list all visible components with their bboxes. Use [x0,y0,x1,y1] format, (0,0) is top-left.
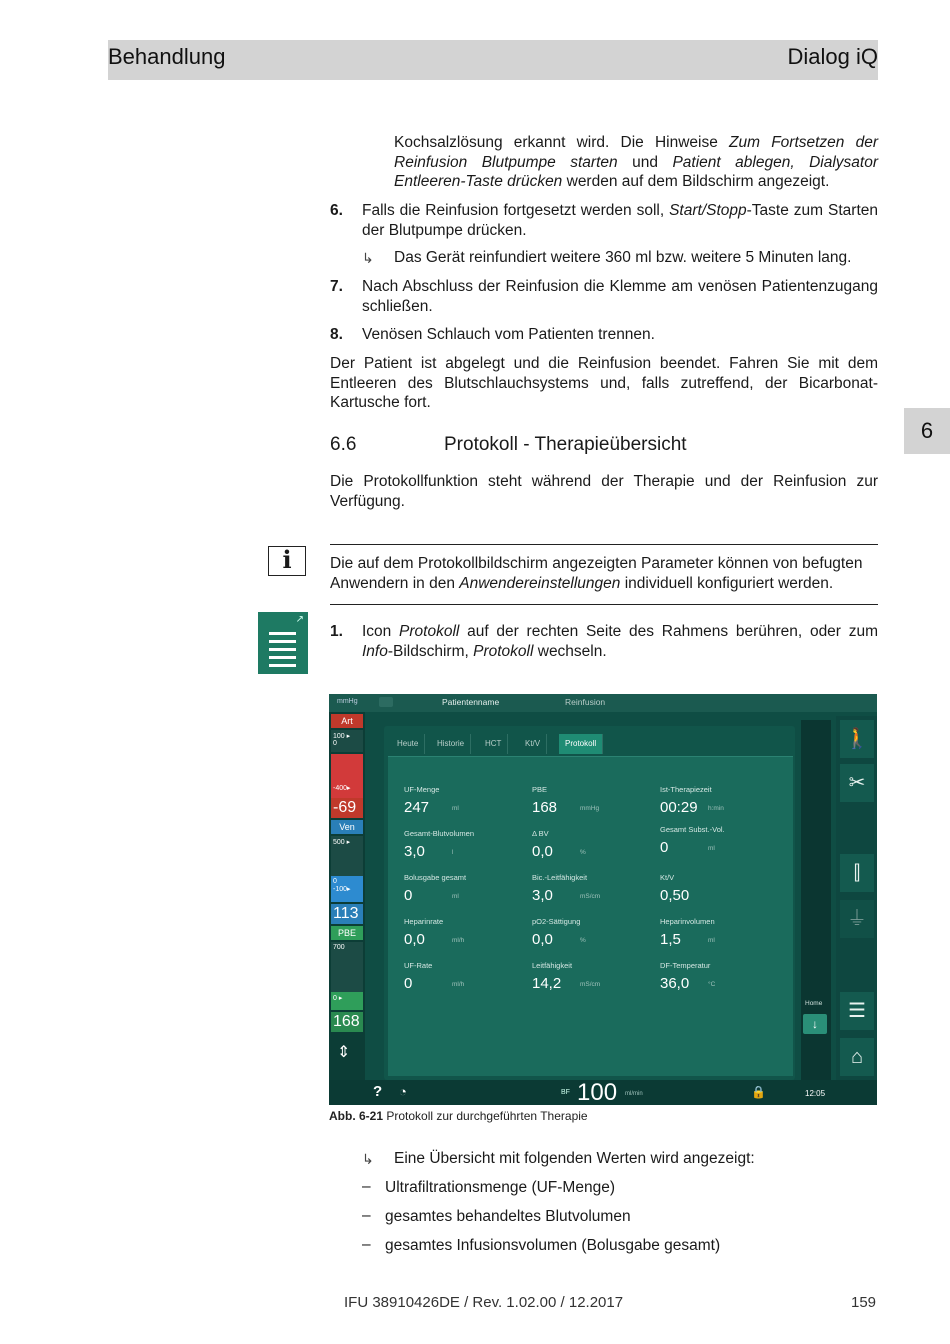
chapter-tab: 6 [904,408,950,454]
pressure-unit: mmHg [337,698,358,705]
bullet-dash: – [362,1236,371,1253]
pbe-scale: 700 [331,942,363,992]
bf-label: BF [561,1089,570,1096]
therapy-phase: Reinfusion [565,697,606,707]
protocol-panel [384,726,795,1080]
value-cell: Gesamt Subst.-Vol. 0 ml [660,825,725,856]
bullet-item: Ultrafiltrationsmenge (UF-Menge) [385,1179,615,1196]
ven-scale: 500 ▸ [331,836,363,876]
value-cell: Bic.-Leitfähigkeit 3,0 mS/cm [532,873,601,904]
ven-label: Ven [331,820,363,834]
bullet-dash: – [362,1207,371,1224]
result-arrow-icon: ↳ [362,1151,374,1167]
blood-flow-unit: ml/min [625,1091,643,1097]
section-number: 6.6 [330,434,357,455]
value-cell: Δ BV 0,0 % [532,829,586,860]
result-arrow-icon: ↳ [362,250,374,266]
protocol-values [388,756,793,1076]
step-6-text: Falls die Reinfusion fortgesetzt werden soll, Start/Stopp-Taste zum Starten der Blutpumpe drücken. [362,202,878,239]
closing-paragraph: Der Patient ist abgelegt und die Reinfusion beendet. Fahren Sie mit dem Entleeren des Blutschlauchsystems und, falls zutreffend, der Bicarbonat-Kartusche fort. [330,355,878,411]
step-8-number: 8. [330,326,343,343]
screen-top-bar [329,694,877,712]
device-screenshot [329,694,877,1105]
bullet-item: gesamtes Infusionsvolumen (Bolusgabe gesamt) [385,1237,721,1254]
document-reference: IFU 38910426DE / Rev. 1.02.00 / 12.2017 [344,1294,624,1311]
value-cell: pO2-Sättigung 0,0 % [532,917,586,948]
note-divider-bottom [330,604,878,605]
page-header [108,40,878,80]
step-7-number: 7. [330,278,343,295]
tab-protokoll[interactable]: Protokoll [559,734,603,754]
help-icon[interactable]: ? [373,1083,383,1100]
value-cell: Leitfähigkeit 14,2 mS/cm [532,961,601,992]
art-value: -69 [331,798,363,818]
value-cell: PBE 168 mmHg [532,785,600,816]
art-bar: -400▸ [331,754,363,798]
blood-flow-value[interactable]: 100 [577,1079,618,1105]
protocol-list-icon: ↗ [258,612,308,674]
info-icon: i [268,546,306,576]
patient-connect-icon[interactable]: 🚶 [840,720,874,758]
value-cell: UF-Rate 0 ml/h [404,961,465,992]
timer-icon[interactable]: ◔ [399,1084,407,1099]
value-cell: Gesamt-Blutvolumen 3,0 l [404,829,475,860]
step-1-number: 1. [330,623,343,640]
note-divider-top [330,544,878,545]
right-frame [836,716,877,1080]
bullet-item: gesamtes behandeltes Blutvolumen [385,1208,631,1225]
home-icon[interactable]: ⌂ [840,1038,874,1076]
pbe-value: 168 [331,1012,363,1032]
scroll-home-button[interactable]: ↓ [803,1014,827,1034]
result-text: Eine Übersicht mit folgenden Werten wird angezeigt: [394,1150,755,1167]
figure-caption: Abb. 6-21 Protokoll zur durchgeführten Therapie [329,1109,588,1123]
bullet-dash: – [362,1178,371,1195]
page-number: 159 [851,1294,877,1311]
step-7-text: Nach Abschluss der Reinfusion die Klemme am venösen Patientenzugang schließen. [362,278,878,315]
protocol-icon[interactable]: ☰ [840,992,874,1030]
value-cell: Heparinrate 0,0 ml/h [404,917,465,948]
pressure-column [329,712,365,1080]
pbe-label: PBE [331,926,363,940]
art-label: Art [331,714,363,728]
level-adjust-icon[interactable]: ⇕ [337,1044,351,1061]
tab-ktv[interactable]: Kt/V [519,734,547,754]
patient-name: Patientenname [442,697,500,707]
value-cell: Heparinvolumen 1,5 ml [660,917,715,948]
header-product-name: Dialog iQ [787,44,878,69]
home-label: Home [805,1000,823,1007]
section-intro: Die Protokollfunktion steht während der Therapie und der Reinfusion zur Verfügung. [330,473,878,510]
ven-bar: 0 -100▸ [331,876,363,902]
step-6-result: Das Gerät reinfundiert weitere 360 ml bzw. weitere 5 Minuten lang. [394,249,852,266]
header-section-title: Behandlung [108,44,226,69]
intro-paragraph: Kochsalzlösung erkannt wird. Die Hinweise Zum Fortsetzen der Reinfusion Blutpumpe starten und Patient ablegen, Dialysator Entleeren-Taste drücken werden auf dem Bildschirm angezeigt. [394,134,878,190]
info-note: Die auf dem Protokollbildschirm angezeigten Parameter können von befugten Anwendern in den Anwendereinstellungen individuell konfiguriert werden. [330,555,863,592]
value-cell: Ist-Therapiezeit 00:29 h:min [660,785,724,816]
tab-historie[interactable]: Historie [431,734,471,754]
step-6-number: 6. [330,202,343,219]
tab-hct[interactable]: HCT [479,734,508,754]
step-1-text: Icon Protokoll auf der rechten Seite des Rahmens berühren, oder zum Info-Bildschirm, Protokoll wechseln. [362,623,878,660]
ven-value: 113 [331,904,363,924]
service-tools-icon[interactable]: ✂ [840,764,874,802]
section-title: Protokoll - Therapieübersicht [444,434,687,455]
screen-bottom-bar [329,1080,877,1105]
tab-heute[interactable]: Heute [391,734,425,754]
value-cell: Kt/V 0,50 [660,873,690,904]
value-cell: DF-Temperatur 36,0 °C [660,961,716,992]
filter-icon: ⏚ [840,900,874,938]
lock-icon[interactable]: 🔒 [751,1085,766,1099]
clock: 12:05 [805,1089,826,1098]
pbe-bar: 0 ▸ [331,992,363,1010]
art-scale: 100 ▸ 0 [331,730,363,752]
step-8-text: Venösen Schlauch vom Patienten trennen. [362,326,655,343]
syringe-icon[interactable]: ⫿ [840,854,874,892]
value-cell: Bolusgabe gesamt 0 ml [404,873,467,904]
status-indicator [379,697,393,707]
value-cell: UF-Menge 247 ml [404,785,459,816]
